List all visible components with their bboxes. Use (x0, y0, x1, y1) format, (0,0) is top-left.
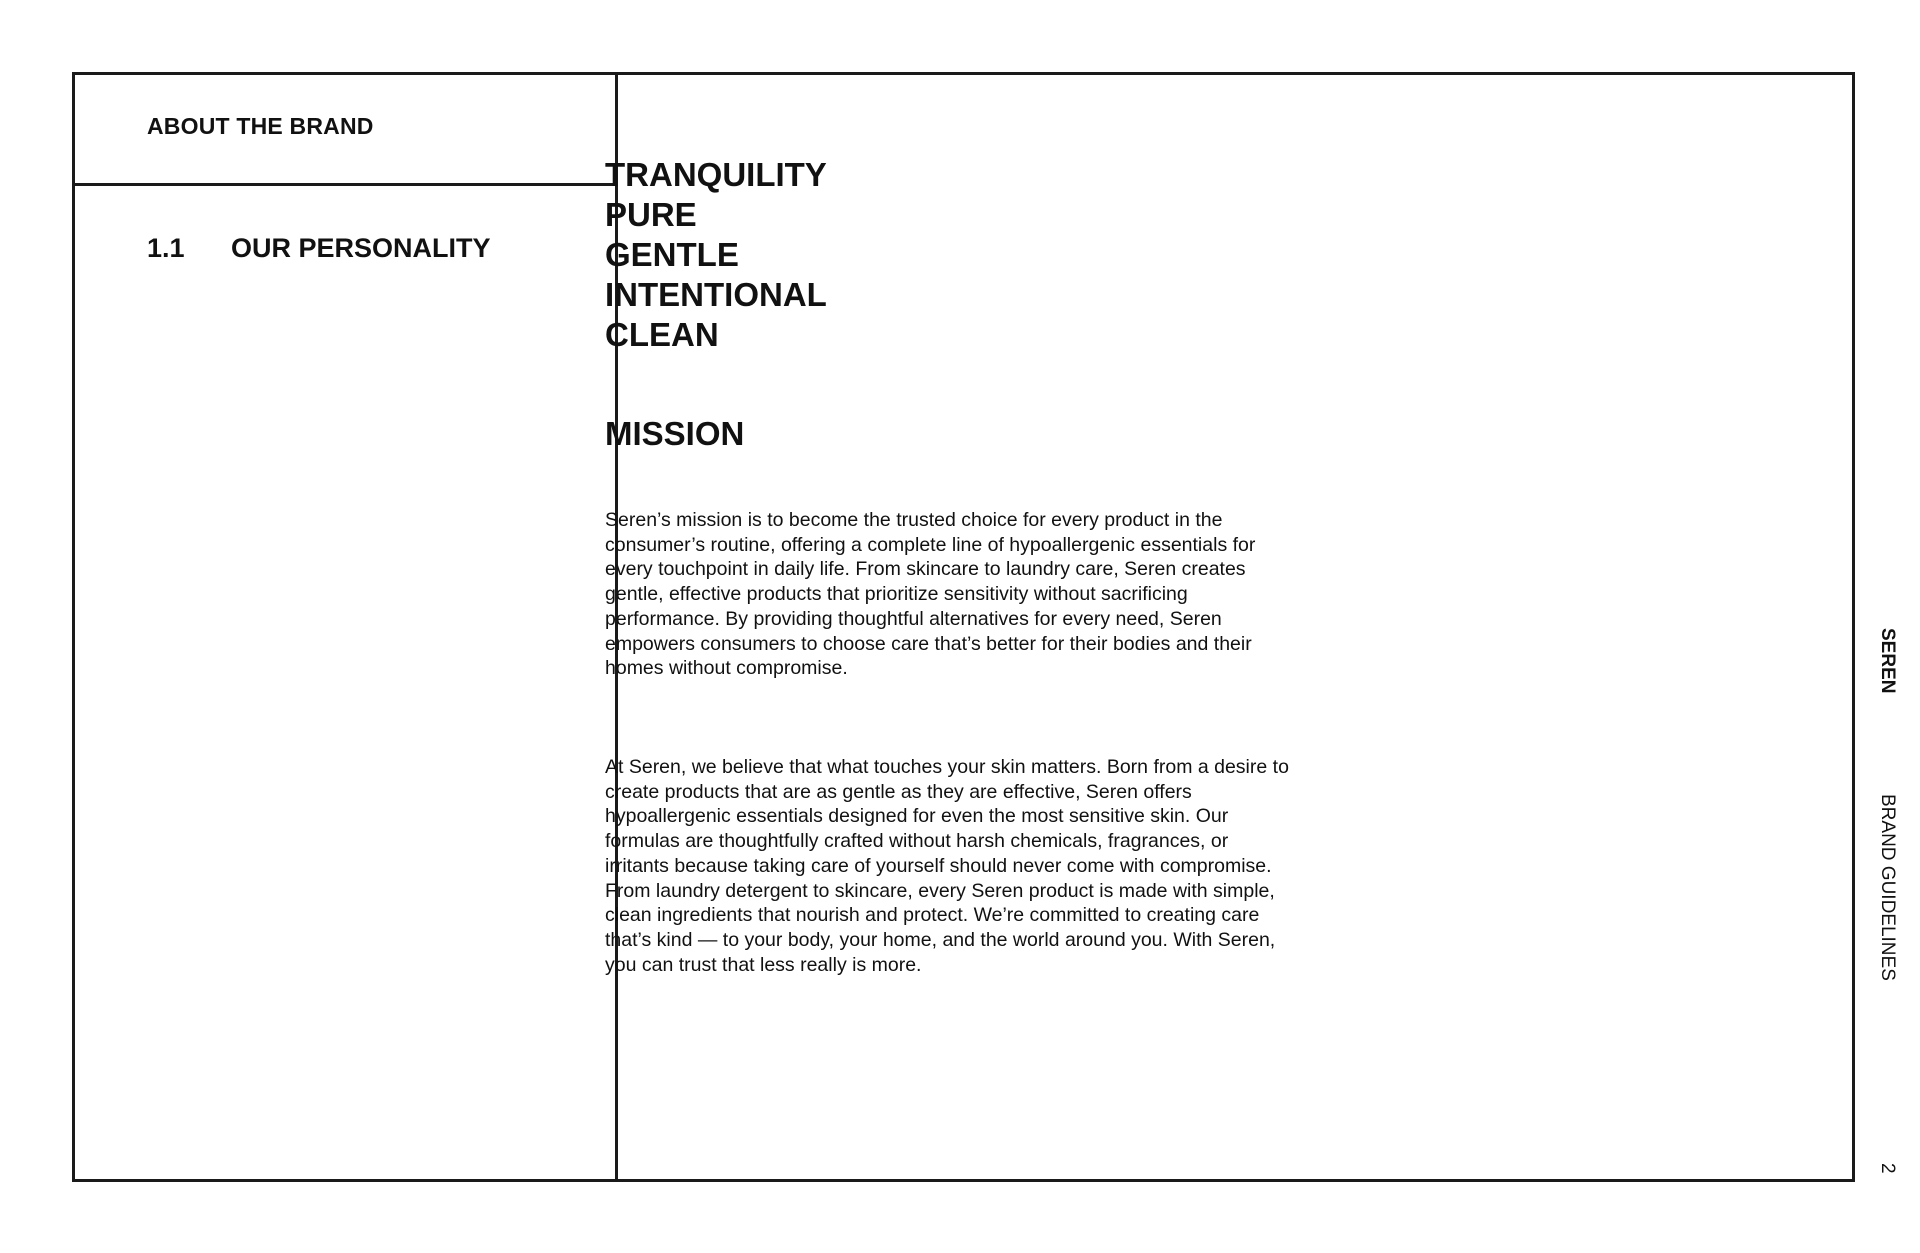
section-label: ABOUT THE BRAND (147, 113, 374, 139)
personality-traits-list (605, 155, 827, 355)
brand-story-paragraph: At Seren, we believe that what touches your skin matters. Born from a desire to create products that are as gentle as they are effective, Seren offers hypoallergenic essentials designed for even the most sensitive skin. Our formulas are thoughtfully crafted without harsh chemicals, fragrances, or irritants because taking care of yourself should never come with compromise. From laundry detergent to skincare, every Seren product is made with simple, clean ingredients that nourish and protect. We’re committed to creating care that’s kind — to your body, your home, and the world around you. With Seren, you can trust that less really is more. (605, 756, 1289, 976)
side-brand-name: SEREN (1877, 628, 1898, 694)
trait-item: CLEAN (605, 316, 719, 353)
mission-heading: MISSION (605, 415, 745, 452)
subsection-number: 1.1 (147, 233, 185, 263)
trait-item: GENTLE (605, 236, 739, 273)
side-document-title: BRAND GUIDELINES (1877, 794, 1898, 981)
subsection-title: OUR PERSONALITY (231, 233, 491, 263)
subsection-heading (147, 233, 491, 264)
header-divider (75, 183, 618, 186)
trait-item: TRANQUILITY (605, 156, 827, 193)
page-number: 2 (1877, 1163, 1898, 1174)
trait-item: PURE (605, 196, 697, 233)
mission-paragraph: Seren’s mission is to become the trusted choice for every product in the consumer’s routine, offering a complete line of hypoallergenic essentials for every touchpoint in daily life. From skincare to laundry care, Seren creates gentle, effective products that prioritize sensitivity without sacrificing performance. By providing thoughtful alternatives for every need, Seren empowers consumers to choose care that’s better for their bodies and their homes without compromise. (605, 509, 1256, 680)
trait-item: INTENTIONAL (605, 276, 827, 313)
